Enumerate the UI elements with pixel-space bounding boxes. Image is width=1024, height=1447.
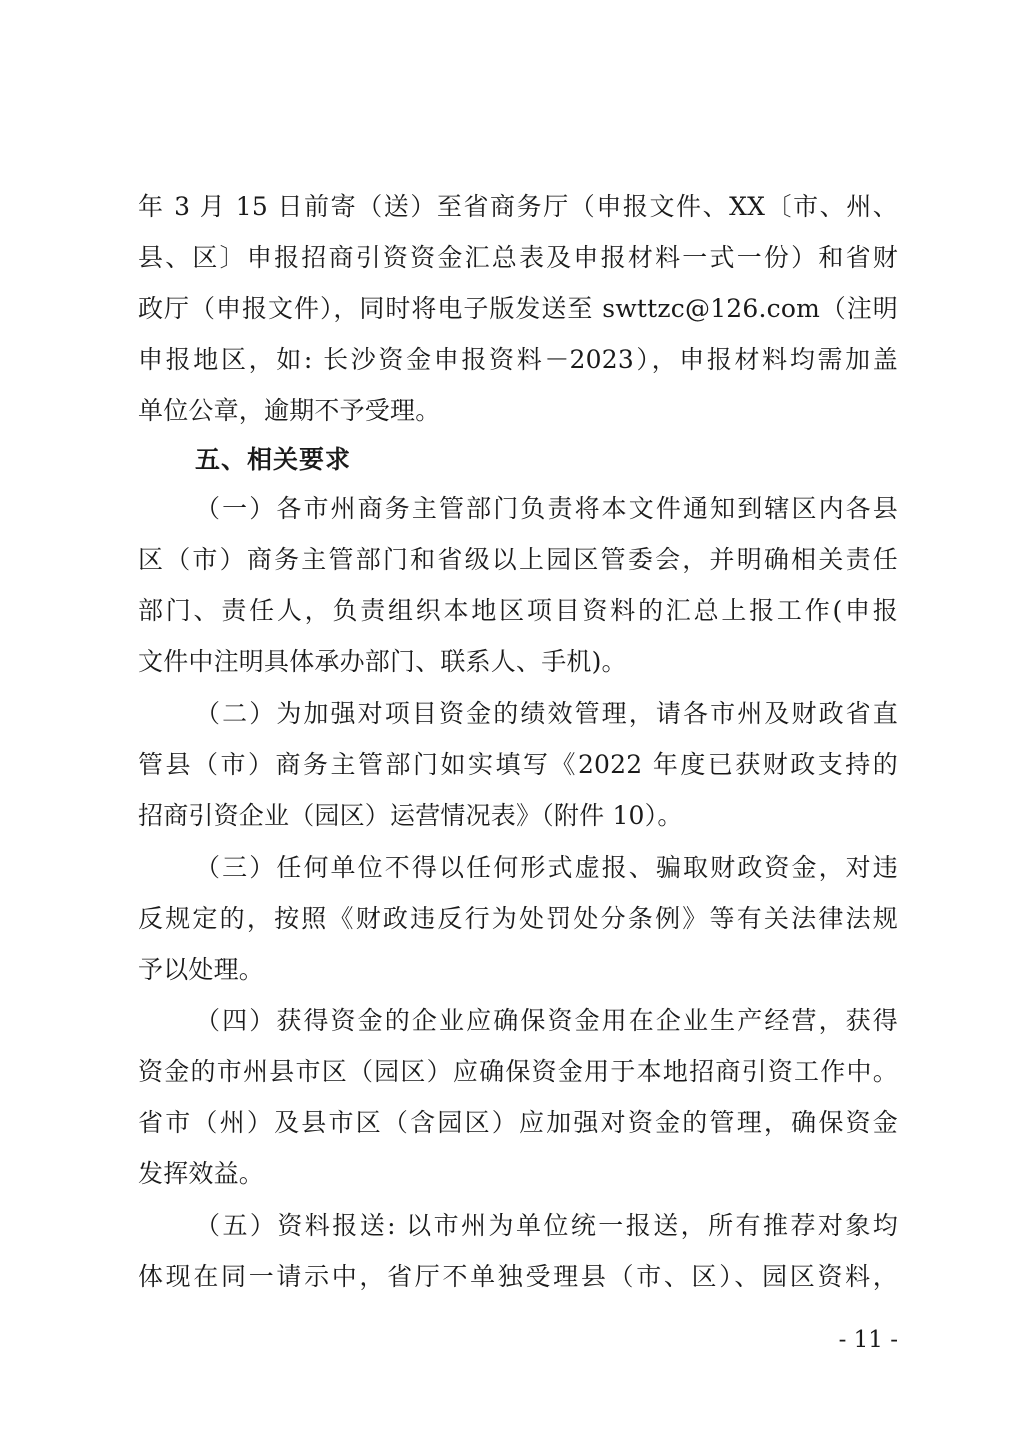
paragraph-line: 资金的市州县市区（园区）应确保资金用于本地招商引资工作中。 (138, 1057, 898, 1086)
page-number: - 11 - (838, 1327, 898, 1353)
paragraph-line: 区（市）商务主管部门和省级以上园区管委会，并明确相关责任 (138, 545, 898, 574)
paragraph-line: （一）各市州商务主管部门负责将本文件通知到辖区内各县 (195, 494, 898, 523)
paragraph-line: 申报地区，如: 长沙资金申报资料－2023），申报材料均需加盖 (138, 345, 898, 374)
paragraph-line: 省市（州）及县市区（含园区）应加强对资金的管理，确保资金 (138, 1108, 898, 1137)
paragraph-line: 发挥效益。 (138, 1159, 265, 1188)
paragraph-line: （三）任何单位不得以任何形式虚报、骗取财政资金，对违 (195, 853, 898, 882)
paragraph-line: 政厅（申报文件），同时将电子版发送至 swttzc@126.com（注明 (138, 294, 898, 323)
paragraph-line: 单位公章，逾期不予受理。 (138, 396, 441, 425)
paragraph-line: 予以处理。 (138, 955, 265, 984)
paragraph-line: 体现在同一请示中，省厅不单独受理县（市、区）、园区资料， (138, 1262, 898, 1291)
paragraph-line: （二）为加强对项目资金的绩效管理，请各市州及财政省直 (195, 699, 898, 728)
paragraph-line: 招商引资企业（园区）运营情况表》（附件 10）。 (138, 801, 683, 830)
paragraph-line: 县、区〕申报招商引资资金汇总表及申报材料一式一份）和省财 (138, 243, 898, 272)
paragraph-line: 文件中注明具体承办部门、联系人、手机)。 (138, 647, 627, 676)
paragraph-line: 年 3 月 15 日前寄（送）至省商务厅（申报文件、XX〔市、州、 (138, 192, 898, 221)
section-heading: 五、相关要求 (195, 445, 352, 474)
paragraph-line: （五）资料报送: 以市州为单位统一报送，所有推荐对象均 (195, 1211, 898, 1240)
paragraph-line: 反规定的，按照《财政违反行为处罚处分条例》等有关法律法规 (138, 904, 898, 933)
paragraph-line: 部门、责任人，负责组织本地区项目资料的汇总上报工作(申报 (138, 596, 898, 625)
paragraph-line: 管县（市）商务主管部门如实填写《2022 年度已获财政支持的 (138, 750, 898, 779)
paragraph-line: （四）获得资金的企业应确保资金用在企业生产经营，获得 (195, 1006, 898, 1035)
